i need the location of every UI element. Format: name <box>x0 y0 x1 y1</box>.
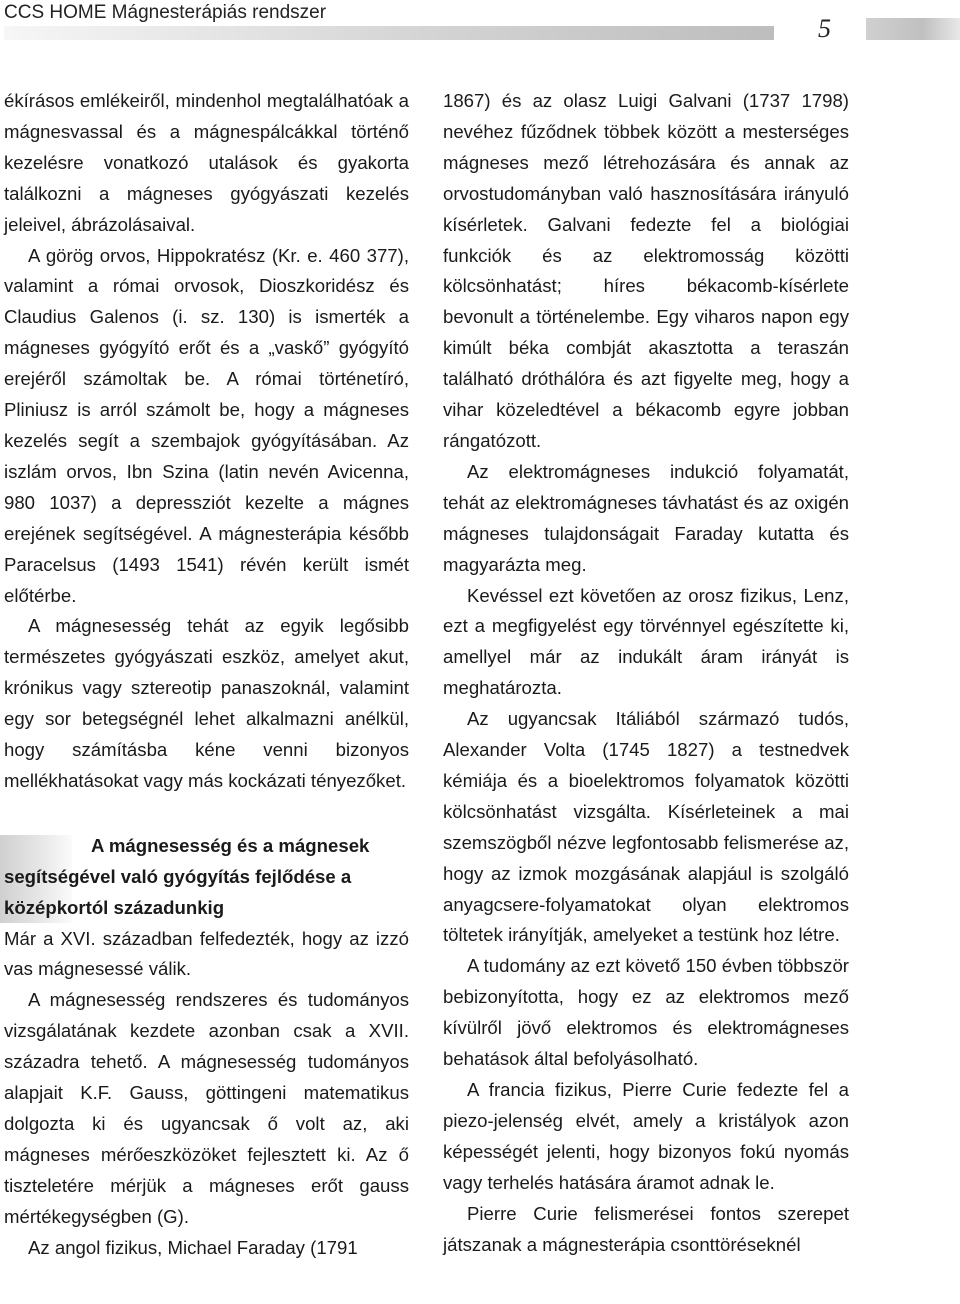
paragraph: Már a XVI. században felfedezték, hogy az izzó vas mágnesessé válik. <box>4 927 409 980</box>
paragraph: A mágnesesség tehát az egyik legősibb természetes gyógyászati eszköz, amelyet akut, krónikus vagy sztereotip panaszoknál, valamint egy sor betegségnél lehet alkalmazni anélkül, hogy számításba kéne venni bizonyos mellékhatásokat vagy más kockázati tényezőket. <box>4 615 409 791</box>
paragraph: ékírásos emlékeiről, mindenhol megtalálhatóak a mágnesvassal és a mágnespálcákkal történő kezelésre vonatkozó utalások és gyakorta találkozni a mágneses gyógyászati kezelés jeleivel, ábrázolásaival. <box>4 90 409 235</box>
paragraph: Az angol fizikus, Michael Faraday (1791 <box>28 1236 358 1258</box>
section-heading-text: A mágnesesség és a mágnesek segítségével való gyógyítás fejlődése a középkortól századunkig <box>4 834 370 918</box>
paragraph: A mágnesesség rendszeres és tudományos vizsgálatának kezdete azonban csak a XVII. századra tehető. A mágnesesség tudományos alapjait K.F. Gauss, göttingeni matematikus dolgozta ki és ugyancsak ő volt az, aki mágneses mérőeszközöket fejlesztett ki. Az ő tiszteletére mérjük a mágneses erőt gauss mértékegységben (G). <box>4 989 409 1227</box>
running-header-title: CCS HOME Mágnesterápiás rendszer <box>4 2 327 23</box>
header-rule <box>4 26 774 40</box>
paragraph: Kevéssel ezt követően az orosz fizikus, Lenz, ezt a megfigyelést egy törvénnyel egészítette ki, amellyel már az indukált áram irányát is meghatározta. <box>443 584 849 699</box>
page-number: 5 <box>818 14 831 43</box>
paragraph: Az ugyancsak Itáliából származó tudós, Alexander Volta (1745 1827) a testnedvek kémiája és a bioelektromos folyamatok közötti kölcsönhatást vizsgálta. Kísérleteinek a mai szemszögből nézve legfontosabb felismerése az, hogy az izmok mozgásának alapjául is szolgáló anyagcsere-folyamatokat olyan elektromos töltetek irányítják, amelyeket a testünk hoz létre. <box>443 708 849 946</box>
right-column <box>443 86 849 1260</box>
section-heading <box>4 831 409 924</box>
paragraph: Pierre Curie felismerései fontos szerepet játszanak a mágnesterápia csonttöréseknél <box>443 1202 849 1255</box>
paragraph: 1867) és az olasz Luigi Galvani (1737 1798) nevéhez fűződnek többek között a mesterséges mágneses mező létrehozására és annak az orvostudományban való hasznosítására irányuló kísérletek. Galvani fedezte fel a biológiai funkciók és az elektromosság közötti kölcsönhatást; híres békacomb-kísérlete bevonult a történelembe. Egy viharos napon egy kimúlt béka combját akasztotta a teraszán található dróthálóra és azt figyelte meg, hogy a vihar közeledtével a békacomb egyre jobban rángatózott. <box>443 90 849 451</box>
paragraph: Az elektromágneses indukció folyamatát, tehát az elektromágneses távhatást és az oxigén mágneses tulajdonságait Faraday kutatta és magyarázta meg. <box>443 460 849 575</box>
header-rule-right <box>866 18 960 40</box>
paragraph: A görög orvos, Hippokratész (Kr. e. 460 377), valamint a római orvosok, Dioszkoridész és Claudius Galenos (i. sz. 130) is ismerték a mágneses gyógyító erőt és a „vaskő” gyógyító erejéről számoltak be. A római történetíró, Pliniusz is arról számolt be, hogy a mágneses kezelés segít a szembajok gyógyításában. Az iszlám orvos, Ibn Szina (latin nevén Avicenna, 980 1037) a depressziót kezelte a mágnes erejének segítségével. A mágnesterápia később Paracelsus (1493 1541) révén került ismét előtérbe. <box>4 244 409 606</box>
paragraph: A tudomány az ezt követő 150 évben többször bebizonyította, hogy ez az elektromos mező kívülről jövő elektromos és elektromágneses behatások által befolyásolható. <box>443 955 849 1070</box>
paragraph: A francia fizikus, Pierre Curie fedezte fel a piezo-jelenség elvét, amely a kristályok azon képességét jelenti, hogy bizonyos fokú nyomás vagy terhelés hatására áramot adnak le. <box>443 1079 849 1193</box>
left-column <box>4 86 409 1264</box>
